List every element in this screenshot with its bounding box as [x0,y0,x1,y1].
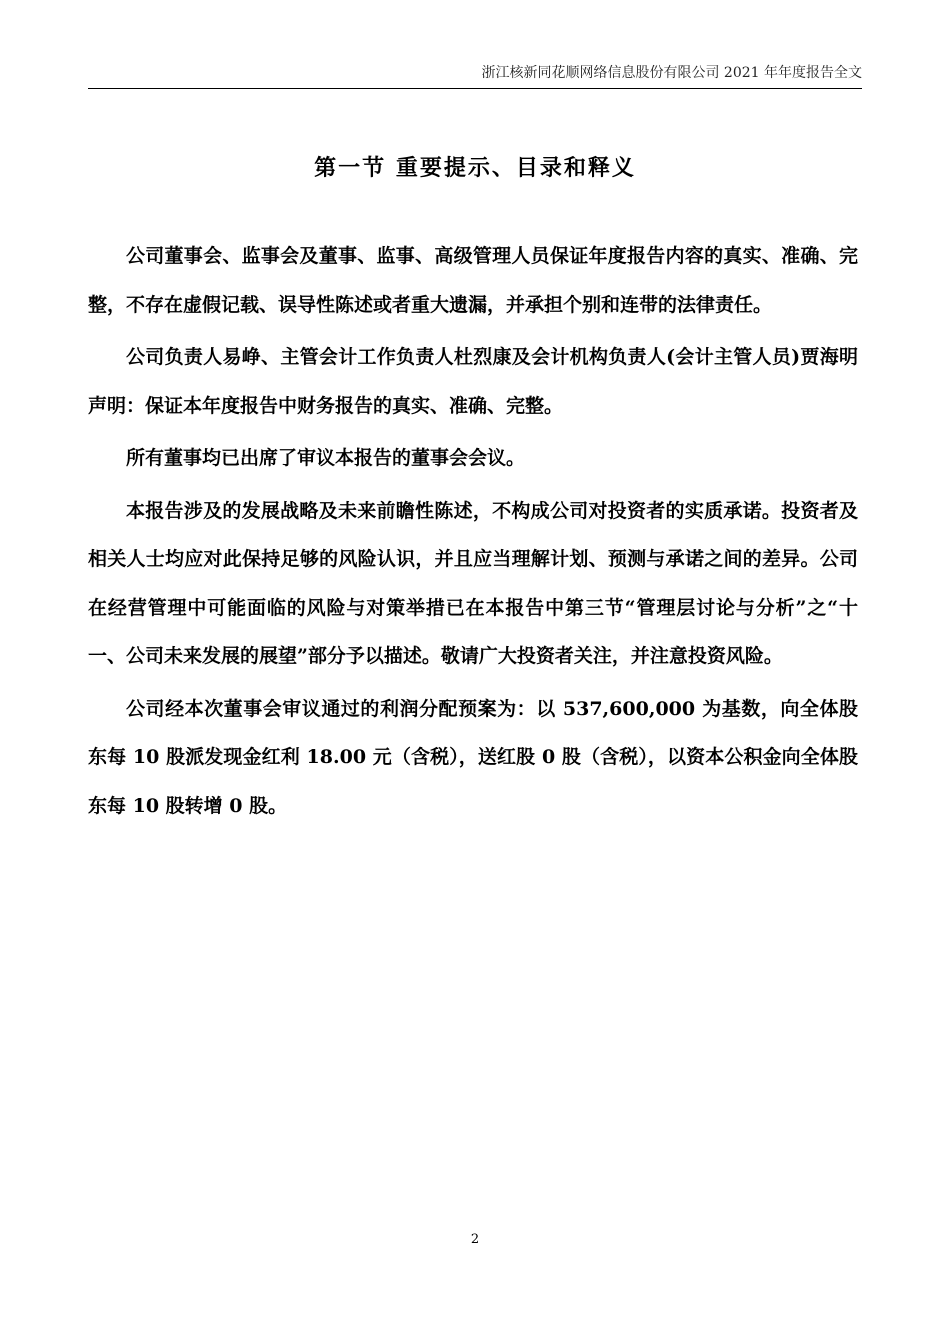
page-number: 2 [470,1232,480,1247]
header-text: 浙江核新同花顺网络信息股份有限公司 2021 年年度报告全文 [481,65,862,81]
paragraph-profit-distribution: 公司经本次董事会审议通过的利润分配预案为：以 537,600,000 为基数，向全体股东每 10 股派发现金红利 18.00 元（含税），送红股 0 股（含税），以资本公积金向全体股东每 10 股转增 0 股。 [88,697,858,817]
document-body [88,232,858,834]
paragraph-declaration: 公司负责人易峥、主管会计工作负责人杜烈康及会计机构负责人(会计主管人员)贾海明声明：保证本年度报告中财务报告的真实、准确、完整。 [88,346,858,417]
page-header [88,64,862,89]
paragraph-attendance: 所有董事均已出席了审议本报告的董事会会议。 [126,447,526,469]
paragraph-responsibility: 公司董事会、监事会及董事、监事、高级管理人员保证年度报告内容的真实、准确、完整，不存在虚假记载、误导性陈述或者重大遗漏，并承担个别和连带的法律责任。 [88,245,858,316]
section-title: 第一节 重要提示、目录和释义 [314,155,636,181]
paragraph-forward-looking: 本报告涉及的发展战略及未来前瞻性陈述，不构成公司对投资者的实质承诺。投资者及相关人士均应对此保持足够的风险认识，并且应当理解计划、预测与承诺之间的差异。公司在经营管理中可能面临的风险与对策举措已在本报告中第三节“管理层讨论与分析”之“十一、公司未来发展的展望”部分予以描述。敬请广大投资者关注，并注意投资风险。 [88,499,858,667]
